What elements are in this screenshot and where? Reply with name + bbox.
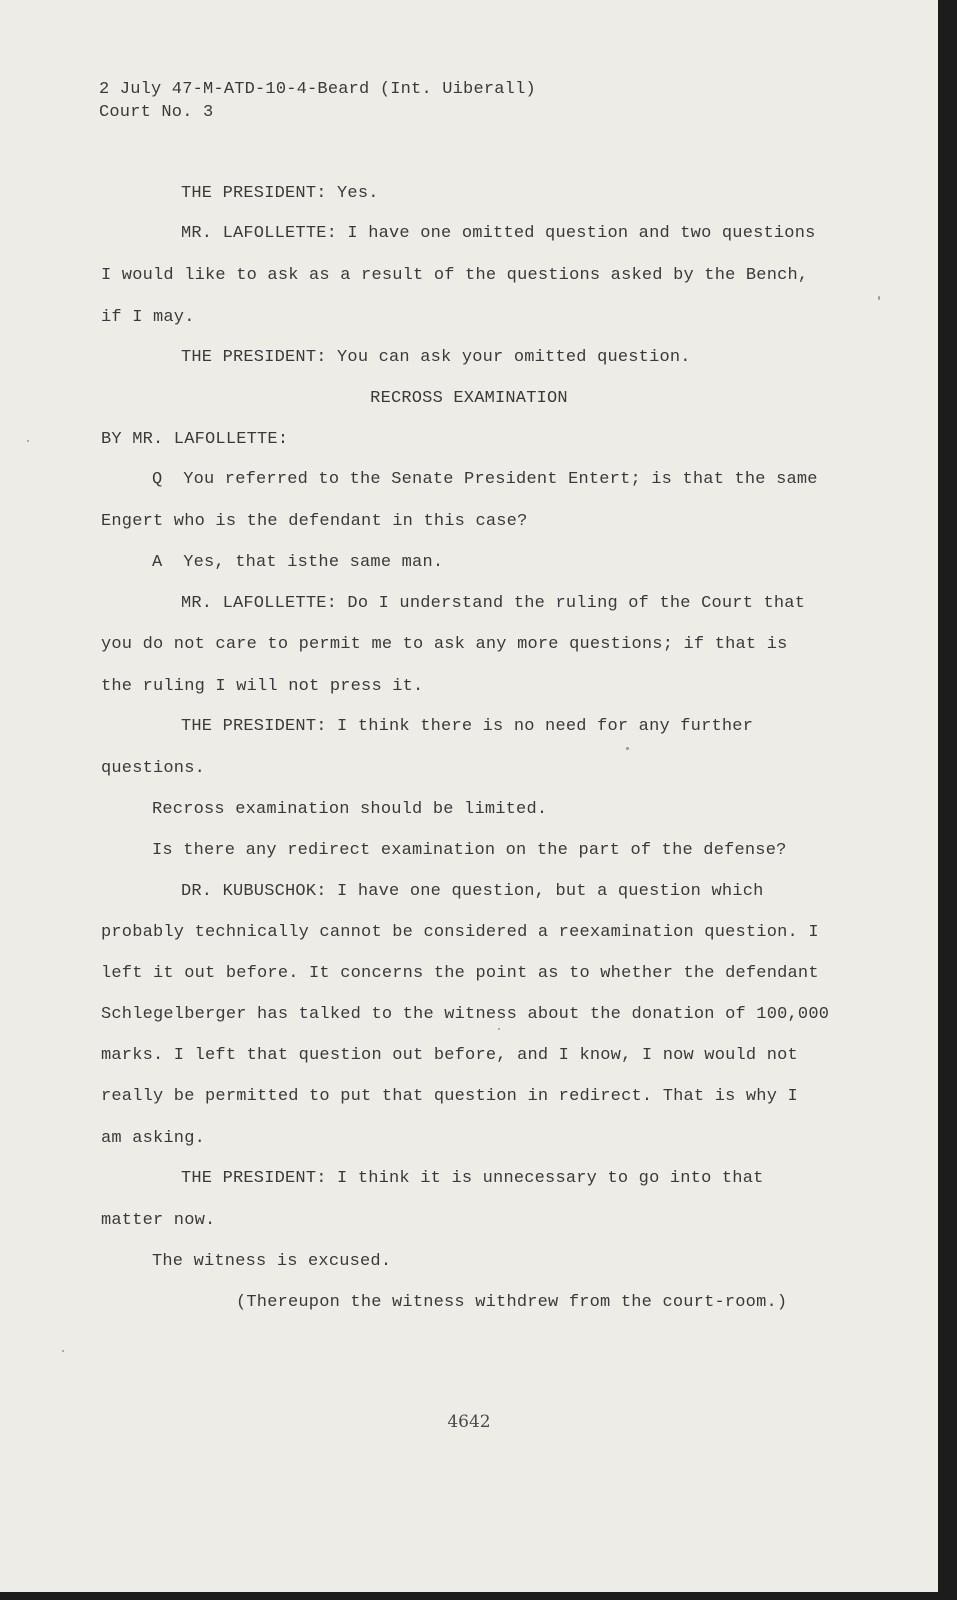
transcript-line: marks. I left that question out before, and I know, I now would not <box>101 1046 798 1065</box>
transcript-line: Recross examination should be limited. <box>152 800 548 819</box>
transcript-line: I would like to ask as a result of the questions asked by the Bench, <box>101 266 809 285</box>
transcript-line: really be permitted to put that question in redirect. That is why I <box>101 1087 798 1106</box>
transcript-line: DR. KUBUSCHOK: I have one question, but a question which <box>181 882 764 901</box>
paper-speck <box>62 1350 64 1352</box>
examiner-line: BY MR. LAFOLLETTE: <box>101 430 289 449</box>
transcript-line: matter now. <box>101 1211 216 1230</box>
transcript-line: probably technically cannot be considered a reexamination question. I <box>101 923 819 942</box>
stage-direction: (Thereupon the witness withdrew from the court-room.) <box>236 1293 788 1312</box>
question-line: Q You referred to the Senate President Entert; is that the same <box>152 470 818 489</box>
transcript-line: MR. LAFOLLETTE: I have one omitted question and two questions <box>181 224 816 243</box>
transcript-line: Is there any redirect examination on the part of the defense? <box>152 841 787 860</box>
section-heading: RECROSS EXAMINATION <box>370 389 568 408</box>
transcript-line: THE PRESIDENT: I think there is no need for any further <box>181 717 754 736</box>
transcript-line: THE PRESIDENT: Yes. <box>181 184 379 203</box>
transcript-line: the ruling I will not press it. <box>101 677 424 696</box>
transcript-line: you do not care to permit me to ask any more questions; if that is <box>101 635 788 654</box>
transcript-line: MR. LAFOLLETTE: Do I understand the ruling of the Court that <box>181 594 806 613</box>
transcript-line: THE PRESIDENT: I think it is unnecessary to go into that <box>181 1169 764 1188</box>
transcript-line: am asking. <box>101 1129 206 1148</box>
transcript-line: THE PRESIDENT: You can ask your omitted question. <box>181 348 691 367</box>
paper-speck <box>878 296 880 300</box>
answer-line: A Yes, that isthe same man. <box>152 553 444 572</box>
paper-speck <box>27 440 29 442</box>
header-session-line: 2 July 47-M-ATD-10-4-Beard (Int. Uiberall) <box>99 80 536 99</box>
transcript-line: if I may. <box>101 308 195 327</box>
transcript-line: Engert who is the defendant in this case? <box>101 512 528 531</box>
paper-speck <box>498 1028 500 1030</box>
transcript-line: left it out before. It concerns the point as to whether the defendant <box>101 964 819 983</box>
paper-speck <box>626 747 629 750</box>
transcript-line: The witness is excused. <box>152 1252 392 1271</box>
transcript-line: Schlegelberger has talked to the witness about the donation of 100,000 <box>101 1005 830 1024</box>
page-number: 4642 <box>447 1412 491 1432</box>
transcript-line: questions. <box>101 759 206 778</box>
header-court-line: Court No. 3 <box>99 103 214 122</box>
